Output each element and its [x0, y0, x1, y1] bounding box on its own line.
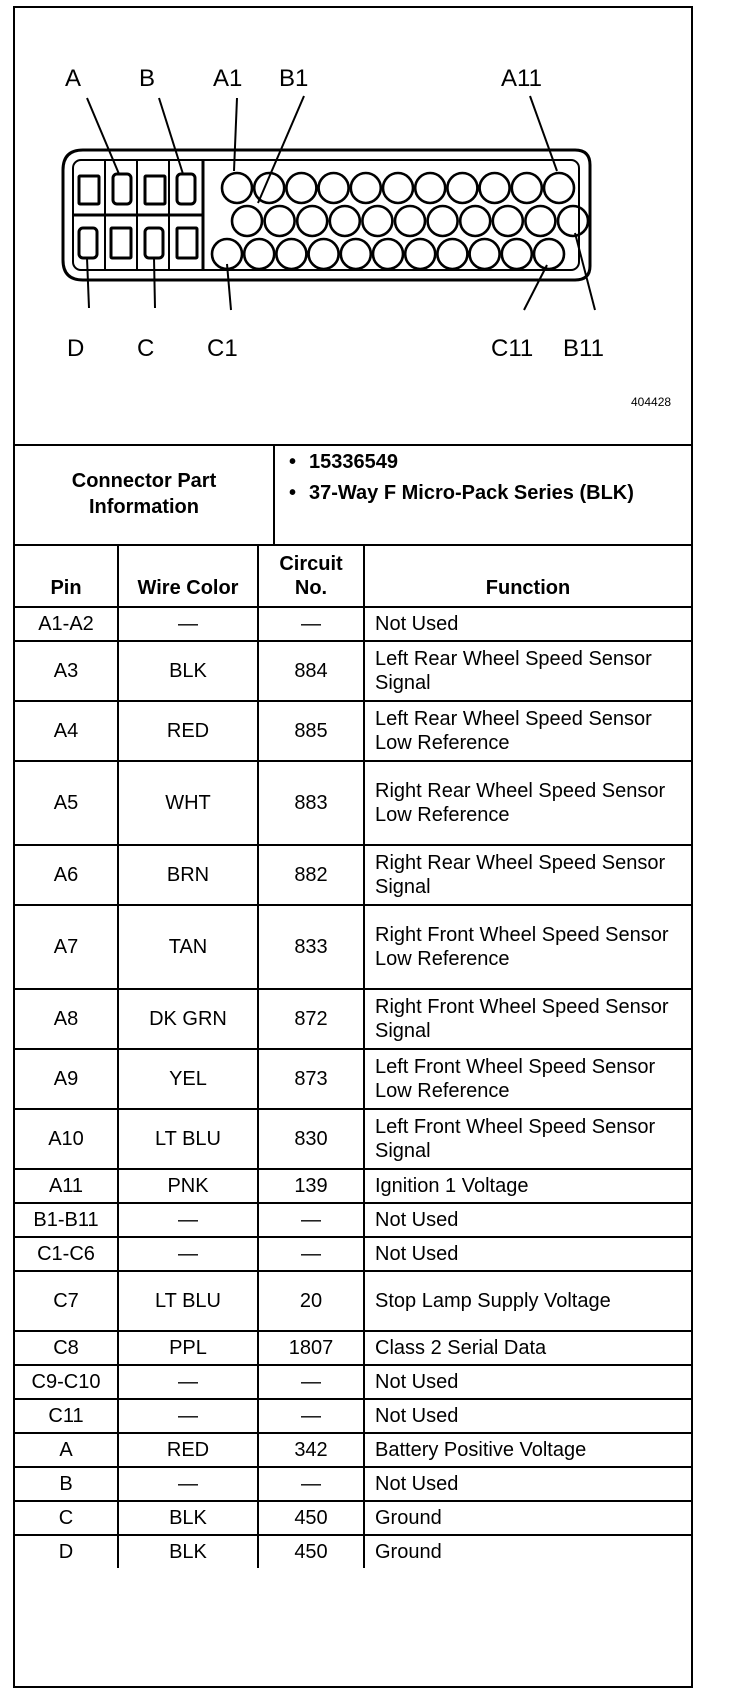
connector-sheet [13, 6, 693, 1688]
cell-circuit-no: 20 [258, 1271, 364, 1331]
cell-pin: A9 [15, 1049, 118, 1109]
cell-wire-color: LT BLU [118, 1271, 258, 1331]
cell-circuit-no: — [258, 1399, 364, 1433]
pin-hole [437, 239, 467, 269]
cell-circuit-no: 139 [258, 1169, 364, 1203]
cell-function: Left Front Wheel Speed Sensor Low Reference [364, 1049, 691, 1109]
table-row [15, 607, 691, 641]
connector-info-label: Connector Part Information [15, 444, 275, 544]
cell-function: Not Used [364, 1203, 691, 1237]
cell-pin: C7 [15, 1271, 118, 1331]
cell-pin: A10 [15, 1109, 118, 1169]
table-row [15, 845, 691, 905]
cell-wire-color: — [118, 1365, 258, 1399]
pin-hole [544, 173, 574, 203]
cell-wire-color: — [118, 1467, 258, 1501]
cell-circuit-no: 885 [258, 701, 364, 761]
cell-wire-color: DK GRN [118, 989, 258, 1049]
cell-circuit-no: 872 [258, 989, 364, 1049]
cell-function: Right Front Wheel Speed Sensor Low Reference [364, 905, 691, 989]
cell-pin: D [15, 1535, 118, 1568]
terminal-A [113, 174, 131, 204]
cell-wire-color: — [118, 1203, 258, 1237]
cell-function: Left Front Wheel Speed Sensor Signal [364, 1109, 691, 1169]
callout-C11: C11 [491, 335, 534, 362]
terminal-slot [111, 228, 131, 258]
cell-wire-color: — [118, 1237, 258, 1271]
cell-function: Not Used [364, 1467, 691, 1501]
cell-function: Not Used [364, 1365, 691, 1399]
pin-hole [286, 173, 316, 203]
pin-hole [502, 239, 532, 269]
table-row [15, 761, 691, 845]
pin-hole [265, 206, 295, 236]
cell-circuit-no: — [258, 1203, 364, 1237]
cell-wire-color: BLK [118, 1535, 258, 1568]
cell-pin: A6 [15, 845, 118, 905]
cell-circuit-no: 450 [258, 1501, 364, 1535]
callout-A1: A1 [213, 65, 243, 92]
cell-function: Battery Positive Voltage [364, 1433, 691, 1467]
table-row [15, 1237, 691, 1271]
pin-hole [395, 206, 425, 236]
cell-wire-color: RED [118, 1433, 258, 1467]
cell-function: Left Rear Wheel Speed Sensor Low Reference [364, 701, 691, 761]
cell-function: Stop Lamp Supply Voltage [364, 1271, 691, 1331]
pin-hole [351, 173, 381, 203]
cell-circuit-no: — [258, 607, 364, 641]
pin-hole [405, 239, 435, 269]
pin-hole [362, 206, 392, 236]
cell-pin: A4 [15, 701, 118, 761]
table-row [15, 1169, 691, 1203]
pin-hole [297, 206, 327, 236]
terminal-C [145, 228, 163, 258]
pin-hole [512, 173, 542, 203]
table-row [15, 641, 691, 701]
table-row [15, 1365, 691, 1399]
cell-pin: A5 [15, 761, 118, 845]
pin-hole [480, 173, 510, 203]
connector-part-information [15, 444, 691, 546]
pin-hole [373, 239, 403, 269]
cell-circuit-no: 883 [258, 761, 364, 845]
cell-wire-color: BRN [118, 845, 258, 905]
cell-function: Right Rear Wheel Speed Sensor Low Reference [364, 761, 691, 845]
callout-C: C [137, 335, 155, 362]
terminal-B [177, 174, 195, 204]
cell-pin: C8 [15, 1331, 118, 1365]
cell-circuit-no: — [258, 1467, 364, 1501]
connector-diagram [15, 8, 691, 446]
pin-hole [319, 173, 349, 203]
cell-function: Not Used [364, 1237, 691, 1271]
table-row [15, 1271, 691, 1331]
cell-circuit-no: 830 [258, 1109, 364, 1169]
table-row [15, 1331, 691, 1365]
cell-pin: B1-B11 [15, 1203, 118, 1237]
header-wire-color: Wire Color [118, 546, 258, 607]
cell-function: Ground [364, 1501, 691, 1535]
pin-hole [470, 239, 500, 269]
table-row [15, 1203, 691, 1237]
pin-hole [309, 239, 339, 269]
pin-hole [534, 239, 564, 269]
header-function: Function [364, 546, 691, 607]
terminal-slot [177, 228, 197, 258]
cell-wire-color: WHT [118, 761, 258, 845]
connector-description: • 37-Way F Micro-Pack Series (BLK) [287, 481, 691, 506]
cell-pin: B [15, 1467, 118, 1501]
cell-pin: A3 [15, 641, 118, 701]
pin-hole [232, 206, 262, 236]
callout-B1: B1 [279, 65, 309, 92]
cell-circuit-no: 1807 [258, 1331, 364, 1365]
callout-A11: A11 [501, 65, 542, 92]
callout-C1: C1 [207, 335, 238, 362]
callout-B: B [139, 65, 156, 92]
table-row [15, 701, 691, 761]
cell-function: Not Used [364, 1399, 691, 1433]
connector-face-drawing [15, 8, 691, 444]
pin-hole [493, 206, 523, 236]
terminal-D [79, 228, 97, 258]
cell-wire-color: PNK [118, 1169, 258, 1203]
cell-wire-color: YEL [118, 1049, 258, 1109]
pinout-table [15, 546, 691, 1568]
cell-wire-color: BLK [118, 641, 258, 701]
cell-function: Right Rear Wheel Speed Sensor Signal [364, 845, 691, 905]
callout-B11: B11 [563, 335, 604, 362]
cell-pin: A1-A2 [15, 607, 118, 641]
cell-function: Right Front Wheel Speed Sensor Signal [364, 989, 691, 1049]
cell-circuit-no: — [258, 1237, 364, 1271]
cell-wire-color: — [118, 607, 258, 641]
table-row [15, 1535, 691, 1568]
table-row [15, 989, 691, 1049]
cell-wire-color: RED [118, 701, 258, 761]
terminal-slot [145, 176, 165, 204]
table-row [15, 1501, 691, 1535]
table-row [15, 1109, 691, 1169]
table-row [15, 1049, 691, 1109]
cell-pin: C [15, 1501, 118, 1535]
cell-pin: C1-C6 [15, 1237, 118, 1271]
cell-circuit-no: 873 [258, 1049, 364, 1109]
cell-wire-color: BLK [118, 1501, 258, 1535]
header-circuit-no: Circuit No. [258, 546, 364, 607]
table-row [15, 1433, 691, 1467]
cell-pin: A [15, 1433, 118, 1467]
table-header-row [15, 546, 691, 607]
pin-hole [460, 206, 490, 236]
pin-hole [276, 239, 306, 269]
cell-circuit-no: 833 [258, 905, 364, 989]
cell-function: Ignition 1 Voltage [364, 1169, 691, 1203]
pin-hole [330, 206, 360, 236]
figure-number: 404428 [631, 395, 672, 409]
callout-A: A [65, 65, 82, 92]
cell-circuit-no: 342 [258, 1433, 364, 1467]
pin-hole [341, 239, 371, 269]
cell-function: Ground [364, 1535, 691, 1568]
cell-function: Left Rear Wheel Speed Sensor Signal [364, 641, 691, 701]
pin-hole [244, 239, 274, 269]
cell-pin: A8 [15, 989, 118, 1049]
pin-hole [428, 206, 458, 236]
pin-hole [415, 173, 445, 203]
pin-hole [525, 206, 555, 236]
cell-wire-color: — [118, 1399, 258, 1433]
cell-circuit-no: 450 [258, 1535, 364, 1568]
cell-wire-color: LT BLU [118, 1109, 258, 1169]
pin-hole [447, 173, 477, 203]
pin-hole [222, 173, 252, 203]
connector-part-number: • 15336549 [287, 450, 691, 475]
cell-pin: A11 [15, 1169, 118, 1203]
terminal-slot [79, 176, 99, 204]
callout-D: D [67, 335, 85, 362]
table-row [15, 905, 691, 989]
pin-hole [558, 206, 588, 236]
cell-pin: A7 [15, 905, 118, 989]
cell-wire-color: PPL [118, 1331, 258, 1365]
header-pin: Pin [15, 546, 118, 607]
cell-circuit-no: 882 [258, 845, 364, 905]
cell-function: Not Used [364, 607, 691, 641]
connector-info-values [277, 444, 691, 544]
cell-pin: C9-C10 [15, 1365, 118, 1399]
pin-hole [383, 173, 413, 203]
cell-function: Class 2 Serial Data [364, 1331, 691, 1365]
table-row [15, 1399, 691, 1433]
table-row [15, 1467, 691, 1501]
cell-pin: C11 [15, 1399, 118, 1433]
cell-wire-color: TAN [118, 905, 258, 989]
cell-circuit-no: — [258, 1365, 364, 1399]
cell-circuit-no: 884 [258, 641, 364, 701]
